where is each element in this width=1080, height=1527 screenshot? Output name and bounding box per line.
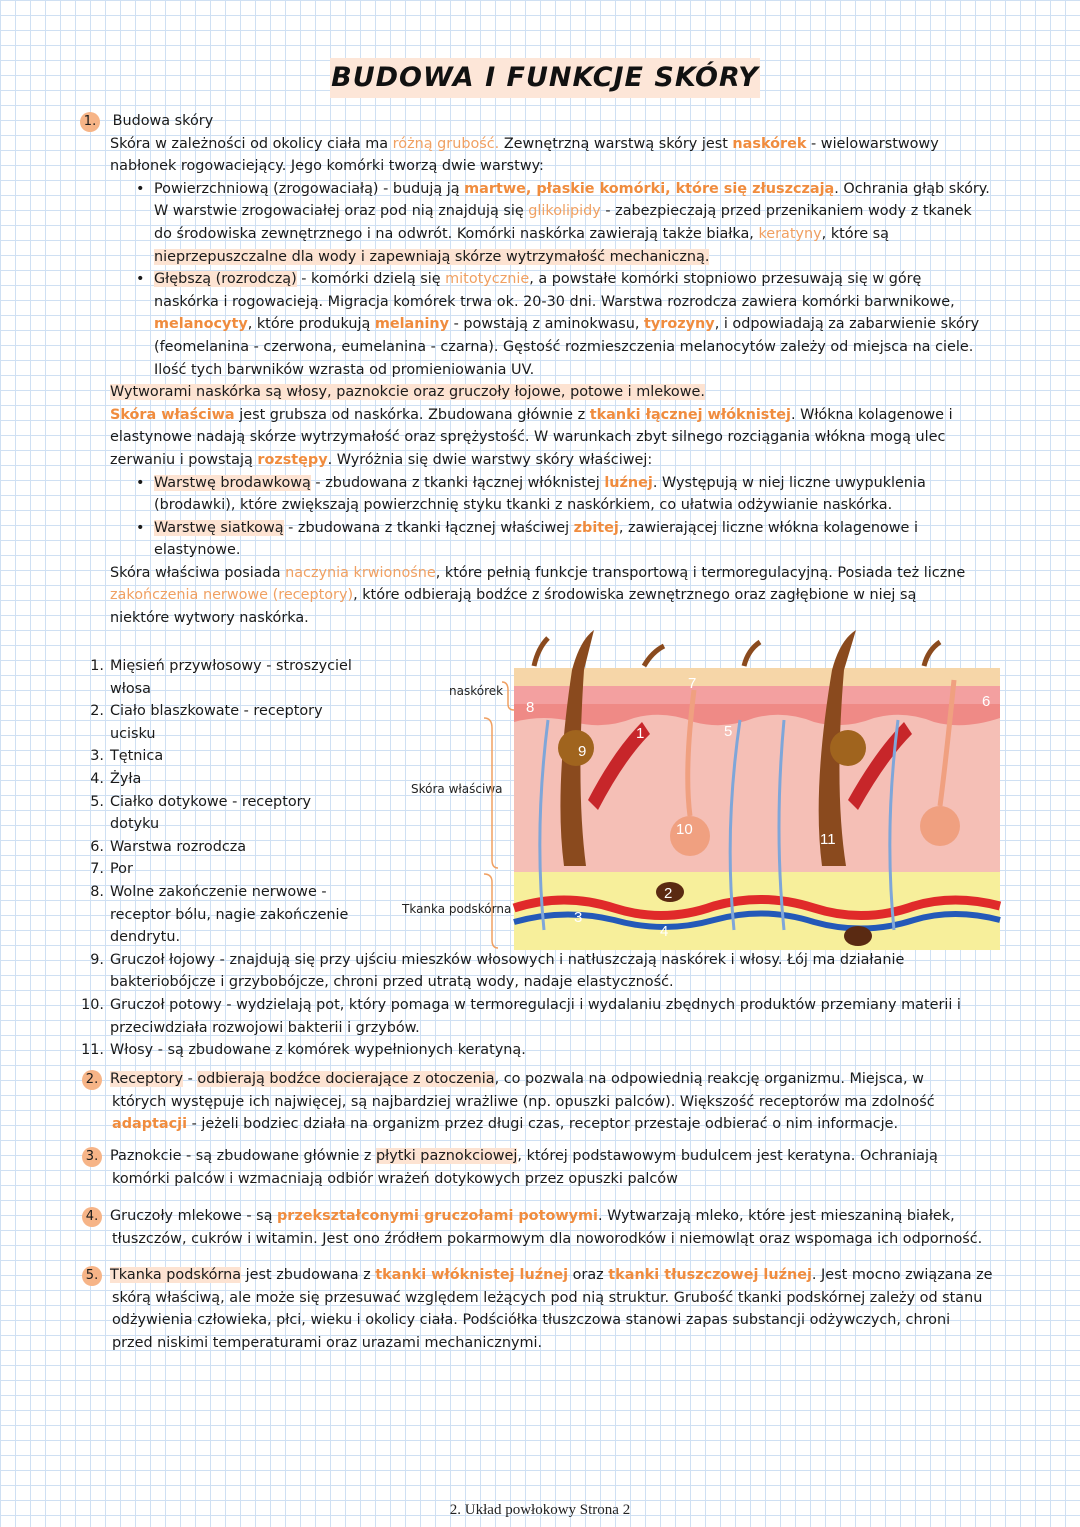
marker-9: 9 (578, 743, 587, 760)
legend-item: 8. Wolne zakończenie nerwowe - (90, 883, 327, 900)
keyword: adaptacji (112, 1116, 188, 1133)
text: Paznokcie - są zbudowane głównie z (110, 1148, 377, 1164)
text: płytki paznokciowej (376, 1148, 518, 1164)
keyword: rozstępy (257, 451, 328, 468)
text: Warstwę siatkową (154, 519, 284, 536)
keyword: Skóra właściwa (110, 406, 235, 423)
page-title: BUDOWA I FUNKCJE SKÓRY (330, 58, 760, 98)
text: Powierzchniową (zrogowaciałą) - budują ją (154, 180, 465, 197)
text: Gruczoły mlekowe - są (110, 1208, 277, 1224)
legend-item-cont: przeciwdziała rozwojowi bakterii i grzybów. (110, 1019, 420, 1036)
text: . Wytwarzają mleko, które jest mieszaniną białek, (597, 1208, 955, 1224)
hair-tip (924, 642, 940, 666)
text-line: naskórka i rogowacieją. Migracja komórek trwa ok. 20-30 dni. Warstwa rozrodcza zawiera komórki barwnikowe, (154, 293, 955, 310)
text-line: (feomelanina - czerwona, eumelanina - czarna). Gęstość rozmieszczenia melanocytów zależy od miejsca na ciele. (154, 338, 974, 355)
text: - wielowarstwowy (806, 135, 939, 152)
keyword: tkanki włóknistej luźnej (375, 1267, 569, 1283)
text: , co pozwala na odpowiednią reakcję organizmu. Miejsca, w (494, 1071, 924, 1087)
keyword: mitotycznie (445, 271, 530, 288)
section-4 (82, 1205, 982, 1250)
keyword: przekształconymi gruczołami potowymi (277, 1208, 598, 1224)
text: , zawierającej liczne włókna kolagenowe i (618, 519, 918, 536)
marker-11: 11 (820, 831, 836, 848)
hair-tip (744, 642, 760, 666)
text: . Występują w niej liczne uwypuklenia (652, 474, 926, 491)
keyword: martwe, płaskie komórki, które się złuszczają (464, 180, 835, 197)
text: Warstwę brodawkową (154, 474, 311, 491)
text: , której podstawowym budulcem jest keratyna. Ochraniają (517, 1148, 938, 1164)
legend-item: 7. Por (90, 861, 133, 878)
marker-5: 5 (724, 723, 733, 740)
hair-tip (534, 638, 548, 666)
sweat-gland (920, 806, 960, 846)
legend-item: 6. Warstwa rozrodcza (90, 838, 247, 855)
keyword: tyrozyny (644, 316, 715, 333)
text-line: odżywienia człowieka, płci, wieku i okolicy ciała. Podściółka tłuszczowa stanowi zapas substancji odżywczych, chroni (112, 1312, 951, 1329)
text: W warstwie zrogowaciałej oraz pod nią znajdują się (154, 203, 529, 220)
keyword: zakończenia nerwowe (receptory) (110, 587, 354, 604)
bracket-hypodermis (484, 874, 498, 948)
legend-item: 1. Mięsień przywłosowy - stroszyciel (90, 658, 352, 674)
section-heading: Budowa skóry (112, 113, 214, 129)
dermis-layer (514, 702, 1000, 872)
text: - jeżeli bodziec działa na organizm przez długi czas, receptor przestaje odbierać o nim informacje. (187, 1116, 899, 1133)
text: . Wyróżnia się dwie warstwy skóry właściwej: (327, 451, 653, 468)
text: , które odbierają bodźce z środowiska zewnętrznego oraz zagłębione w niej są (353, 587, 917, 604)
text: . Jest mocno związana ze (811, 1267, 993, 1283)
text-line: których występuje ich najwięcej, są najbardziej wrażliwe (np. opuszki palców). Większość receptorów ma zdolność (112, 1093, 935, 1110)
text: odbierają bodźce docierające z otoczenia (197, 1071, 495, 1087)
text: , i odpowiadają za zabarwienie skóry (714, 316, 980, 333)
label-hypodermis: Tkanka podskórna (402, 902, 512, 916)
text: Skóra w zależności od okolicy ciała ma (110, 135, 393, 152)
section-2 (82, 1068, 935, 1136)
marker-8: 8 (526, 699, 535, 716)
marker-10: 10 (676, 821, 693, 838)
text: - zbudowana z tkanki łącznej właściwej (283, 519, 574, 536)
section-number: 5. (82, 1266, 102, 1286)
marker-7: 7 (688, 675, 697, 692)
text-line: skórą właściwą, ale może się przesuwać względem leżących pod nią struktur. Grubość tkanki podskórnej zależy od stanu (112, 1289, 983, 1306)
text: - zabezpieczają przed przenikaniem wody z tkanek (600, 203, 972, 220)
text: jest zbudowana z (241, 1267, 376, 1283)
legend-item: 9. Gruczoł łojowy - znajdują się przy ujściu mieszków włosowych i natłuszczają naskórek i włosy. Łój ma działanie (90, 951, 905, 968)
text: - komórki dzielą się (296, 271, 446, 288)
text: . Ochrania głąb skóry. (834, 180, 990, 197)
marker-2: 2 (664, 885, 673, 902)
text: Receptory (110, 1071, 183, 1087)
keyword: melaniny (374, 316, 450, 333)
sebaceous-gland (558, 730, 594, 766)
legend-item: 10. Gruczoł potowy - wydzielają pot, który pomaga w termoregulacji i wydalaniu zbędnych produktów przemiany materii i (81, 996, 961, 1013)
section-3 (82, 1145, 938, 1190)
text-line: tłuszczów, cukrów i witamin. Jest ono źródłem pokarmowym dla noworodków i niemowląt oraz wspomaga ich odporność. (112, 1230, 983, 1247)
legend-item-cont: dendrytu. (110, 929, 181, 946)
skin-diagram (484, 630, 1004, 952)
text: Skóra właściwa posiada (110, 564, 286, 581)
label-epidermis: naskórek (449, 684, 504, 698)
text-line: przed niskimi temperaturami oraz urazami mechanicznymi. (112, 1334, 543, 1351)
bracket-dermis (484, 718, 498, 868)
lamellar-corpuscle (844, 926, 872, 946)
marker-3: 3 (574, 909, 583, 926)
section-5 (82, 1264, 993, 1354)
text: - zbudowana z tkanki łącznej włóknistej (310, 474, 605, 491)
marker-1: 1 (636, 725, 645, 742)
section-number: 4. (82, 1207, 102, 1227)
text: , a powstałe komórki stopniowo przesuwają się w górę (529, 271, 922, 288)
text: - (183, 1071, 198, 1087)
text: zerwaniu i powstają (110, 451, 258, 468)
bracket-epidermis (502, 682, 514, 710)
legend-item-cont: bakteriobójcze i grzybobójcze, chroni przed utratą wody, nadaje elastyczność. (110, 974, 674, 991)
legend-item-cont: receptor bólu, nagie zakończenie (110, 906, 349, 923)
legend-item: 4. Żyła (90, 770, 142, 787)
text: Zewnętrzną warstwą skóry jest (499, 135, 733, 152)
hair-tip (644, 646, 664, 666)
text: nieprzepuszczalne dla wody i zapewniają skórze wytrzymałość mechaniczną. (154, 248, 710, 265)
keyword: zbitej (573, 519, 619, 536)
label-dermis: Skóra właściwa (411, 782, 503, 796)
text: , które produkują (247, 316, 375, 333)
text-line: komórki palców i wzmacniają odbiór wrażeń dotykowych przez opuszki palców (112, 1170, 678, 1187)
keyword: melanocyty (154, 316, 248, 333)
text: Głębszą (rozrodczą) (154, 271, 297, 288)
legend-item-cont: włosa (110, 680, 151, 697)
text: . Włókna kolagenowe i (790, 406, 953, 423)
section-number: 3. (82, 1147, 102, 1167)
keyword: różną grubość. (392, 135, 500, 152)
text-line: (brodawki), które zwiększają powierzchnię styku tkanki z naskórkiem, co ułatwia odżywianie naskórka. (154, 497, 893, 514)
text: , które pełnią funkcje transportową i termoregulacyjną. Posiada też liczne (435, 564, 966, 581)
marker-6: 6 (982, 693, 991, 710)
keyword: keratyny (758, 225, 822, 242)
text: Tkanka podskórna (110, 1267, 242, 1283)
hypodermis-layer (514, 868, 1000, 950)
legend-item: 2. Ciało blaszkowate - receptory (90, 703, 323, 720)
text-line: elastynowe. (154, 542, 241, 559)
keyword: glikolipidy (528, 203, 601, 220)
keyword: luźnej (604, 474, 653, 491)
text: Wytworami naskórka są włosy, paznokcie oraz gruczoły łojowe, potowe i mlekowe. (110, 384, 705, 401)
legend-item: 11. Włosy - są zbudowane z komórek wypełnionych keratyną. (81, 1042, 526, 1059)
text-line: elastynowe nadają skórze wytrzymałość oraz sprężystość. W warunkach zbyt silnego rozciągania włókna mogą ulec (110, 429, 946, 446)
legend-item: 3. Tętnica (90, 748, 164, 765)
keyword: naczynia krwionośne (285, 564, 436, 581)
text: - powstają z aminokwasu, (449, 316, 645, 333)
legend-item-cont: dotyku (110, 816, 160, 833)
legend-item-cont: ucisku (110, 725, 156, 742)
text: , które są (821, 225, 889, 242)
epidermis-layer (514, 686, 1000, 704)
text-line: nabłonek rogowaciejący. Jego komórki tworzą dwie warstwy: (110, 158, 544, 175)
sebaceous-gland (830, 730, 866, 766)
text: jest grubsza od naskórka. Zbudowana głównie z (234, 406, 590, 423)
section-1: 1. Budowa skóry Skóra w zależności od okolicy ciała ma różną grubość. Zewnętrzną warstwą skóry jest naskórek - wielowarstwowy nabłonek rogowaciejący. Jego komórki tworzą dwie warstwy: • Powierzchniową (zrogowaciałą) - budują ją martwe, płaskie komórki, które się złuszczają. Ochrania głąb skóry. W warstwie zrogowaciałej oraz pod nią znajdują się glikolipidy - zabezpieczają przed przenikaniem wody z tkanek do środowiska zewnętrznego i na odwrót. Komórki naskórka zawierają także białka, keratyny, które są nieprzepuszczalne dla wody i zapewniają skórze wytrzymałość mechaniczną. • Głębszą (rozrodczą) - komórki dzielą się mitotycznie, a powstałe komórki stopniowo przesuwają się w górę naskórka i rogowacieją. Migracja komórek trwa ok. 20-30 dni. Warstwa rozrodcza zawiera komórki barwnikowe, melanocyty, które produkują melaniny - powstają z aminokwasu, tyrozyny, i odpowiadają za zabarwienie skóry (feomelanina - czerwona, eumelanina - czarna). Gęstość rozmieszczenia melanocytów zależy od miejsca na ciele. Ilość tych barwników wzrasta od promieniowania UV. Wytworami naskórka są włosy, paznokcie oraz gruczoły łojowe, potowe i mlekowe. Skóra właściwa jest grubsza od naskórka. Zbudowana głównie z tkanki łącznej włóknistej. Włókna kolagenowe i elastynowe nadają skórze wytrzymałość oraz sprężystość. W warunkach zbyt silnego rozciągania włókna mogą ulec zerwaniu i powstają rozstępy. Wyróżnia się dwie warstwy skóry właściwej: • Warstwę brodawkową - zbudowana z tkanki łącznej włóknistej luźnej. Występują w niej liczne uwypuklenia (brodawki), które zwiększają powierzchnię styku tkanki z naskórkiem, co ułatwia odżywianie naskórka. • Warstwę siatkową - zbudowana z tkanki łącznej właściwej zbitej, zawierającej liczne włókna kolagenowe i elastynowe. Skóra właściwa posiada naczynia krwionośne, które pełnią funkcje transportową i termoregulacyjną. Posiada też liczne zakończenia nerwowe (receptory), które odbierają bodźce z środowiska zewnętrznego oraz zagłębione w niej są niektóre wytwory naskórka. (80, 110, 990, 630)
section-number: 2. (82, 1070, 102, 1090)
text: oraz (568, 1267, 609, 1283)
section-number: 1. (80, 112, 100, 132)
keyword: tkanki łącznej włóknistej (589, 406, 791, 423)
keyword: naskórek (732, 135, 807, 152)
page-footer: 2. Układ powłokowy Strona 2 (449, 1502, 631, 1518)
text: do środowiska zewnętrznego i na odwrót. Komórki naskórka zawierają także białka, (154, 225, 759, 242)
text-line: Ilość tych barwników wzrasta od promieniowania UV. (154, 361, 535, 378)
keyword: tkanki tłuszczowej luźnej (608, 1267, 812, 1283)
legend-item: 5. Ciałko dotykowe - receptory (90, 793, 312, 810)
marker-4: 4 (660, 923, 669, 940)
text-line: niektóre wytwory naskórka. (110, 610, 309, 627)
